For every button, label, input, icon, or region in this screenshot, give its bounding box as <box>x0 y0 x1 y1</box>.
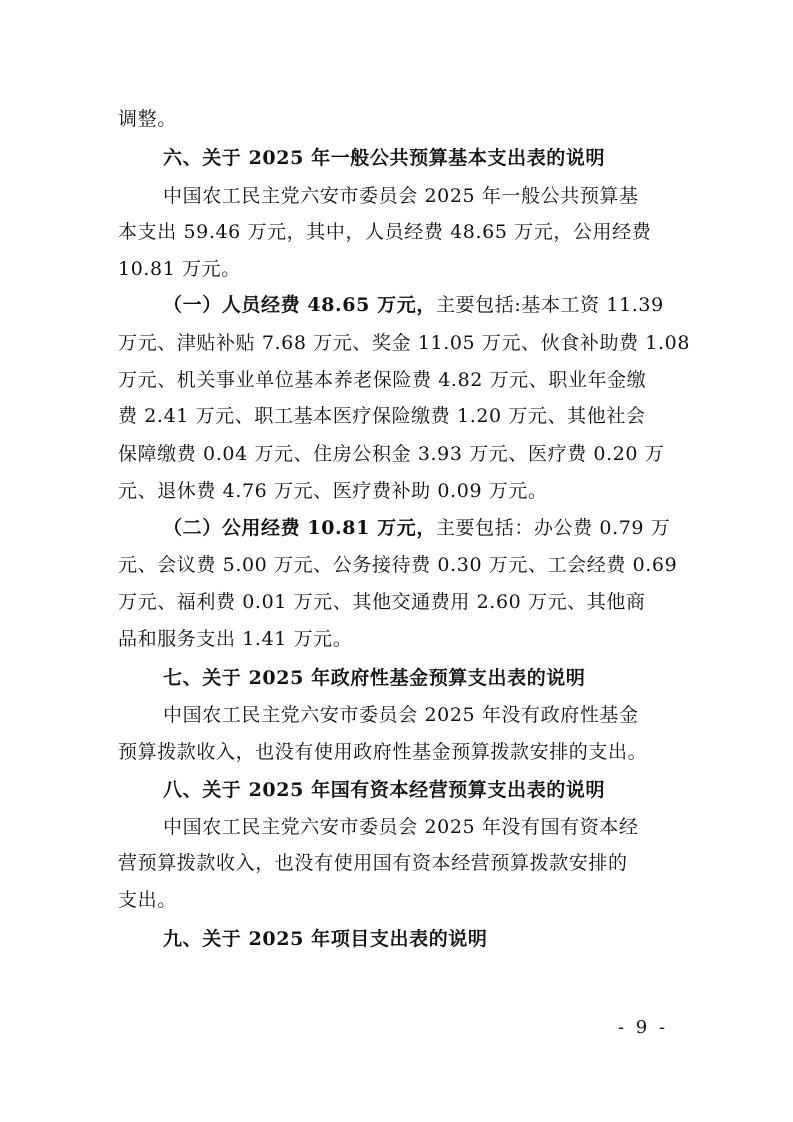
section-heading-7: 七、关于 2025 年政府性基金预算支出表的说明 <box>163 667 586 689</box>
body-text-line: 保障缴费 0.04 万元、住房公积金 3.93 万元、医疗费 0.20 万 <box>118 443 665 465</box>
subsection-title-public: （二）公用经费 10.81 万元， <box>163 517 436 539</box>
body-text-line: 万元、机关事业单位基本养老保险费 4.82 万元、职业年金缴 <box>118 369 647 391</box>
body-text-line: 营预算拨款收入，也没有使用国有资本经营预算拨款安排的 <box>118 852 628 874</box>
body-text-line: 10.81 万元。 <box>118 258 241 280</box>
body-text-line: 费 2.41 万元、职工基本医疗保险缴费 1.20 万元、其他社会 <box>118 405 646 427</box>
subsection-title-personnel: （一）人员经费 48.65 万元， <box>163 294 436 316</box>
body-text-line: 预算拨款收入，也没有使用政府性基金预算拨款安排的支出。 <box>118 741 648 763</box>
body-text-line: 万元、福利费 0.01 万元、其他交通费用 2.60 万元、其他商 <box>118 591 646 613</box>
body-text-line: 中国农工民主党六安市委员会 2025 年没有政府性基金 <box>163 704 639 726</box>
section-heading-8: 八、关于 2025 年国有资本经营预算支出表的说明 <box>163 779 606 801</box>
body-text-line: 中国农工民主党六安市委员会 2025 年没有国有资本经 <box>163 816 639 838</box>
section-heading-9: 九、关于 2025 年项目支出表的说明 <box>163 928 488 950</box>
page-number: - 9 - <box>618 1017 669 1038</box>
subsection-line-public <box>163 516 670 540</box>
body-text-line: 万元、津贴补贴 7.68 万元、奖金 11.05 万元、伙食补助费 1.08 <box>118 332 691 354</box>
body-text-inline: 主要包括：办公费 0.79 万 <box>435 517 671 539</box>
body-text-line: 支出。 <box>118 889 177 911</box>
body-text-inline: 主要包括:基本工资 11.39 <box>435 294 664 316</box>
body-text-line: 元、退休费 4.76 万元、医疗费补助 0.09 万元。 <box>118 480 548 502</box>
body-text-line: 调整。 <box>118 108 177 130</box>
body-text-line: 元、会议费 5.00 万元、公务接待费 0.30 万元、工会经费 0.69 <box>118 554 678 576</box>
subsection-line-personnel <box>163 293 664 317</box>
section-heading-6: 六、关于 2025 年一般公共预算基本支出表的说明 <box>163 147 606 169</box>
body-text-line: 本支出 59.46 万元，其中，人员经费 48.65 万元，公用经费 <box>118 221 652 243</box>
body-text-line: 品和服务支出 1.41 万元。 <box>118 628 353 650</box>
body-text-line: 中国农工民主党六安市委员会 2025 年一般公共预算基 <box>163 185 639 207</box>
